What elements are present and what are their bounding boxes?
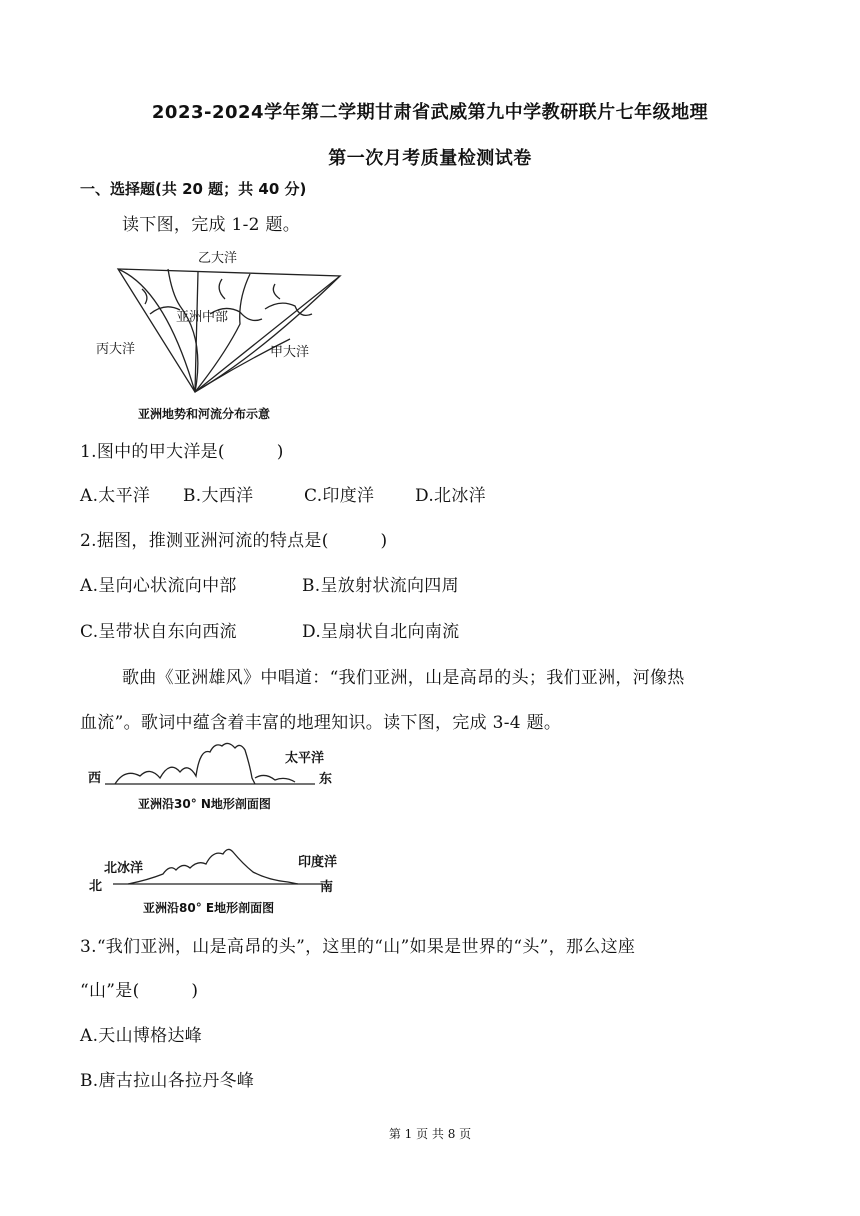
q1-option-b: B.大西洋 [183,486,254,506]
question-2-stem: 2.据图，推测亚洲河流的特点是( ) [80,531,388,551]
question-1-stem: 1.图中的甲大洋是( ) [80,442,284,462]
q2-option-c: C.呈带状自东向西流 [80,622,237,642]
q1-option-c: C.印度洋 [304,486,375,506]
intro-text-2-line2: 血流”。歌词中蕴含着丰富的地理知识。读下图，完成 3-4 题。 [80,713,562,733]
ocean-label-indian: 印度洋 [298,855,338,870]
direction-north: 北 [89,879,103,894]
q2-option-a: A.呈向心状流向中部 [80,576,237,596]
ocean-label-bing: 丙大洋 [96,342,136,357]
intro-text-2-line1: 歌曲《亚洲雄风》中唱道：“我们亚洲，山是高昂的头；我们亚洲，河像热 [122,668,685,688]
asia-terrain-rivers-figure [90,244,350,424]
figure3-caption: 亚洲沿80° E地形剖面图 [143,901,275,915]
q2-option-b: B.呈放射状流向四周 [302,576,459,596]
page-footer: 第 1 页 共 8 页 [388,1127,472,1141]
q3-option-a: A.天山博格达峰 [80,1026,203,1046]
q2-option-d: D.呈扇状自北向南流 [302,622,460,642]
ocean-label-yi: 乙大洋 [198,251,238,266]
intro-text-1: 读下图，完成 1-2 题。 [122,215,301,235]
ocean-label-jia: 甲大洋 [270,345,310,360]
ocean-label-arctic: 北冰洋 [104,861,144,876]
section-heading: 一、选择题(共 20 题；共 40 分) [80,180,307,198]
q1-option-d: D.北冰洋 [415,486,486,506]
question-3-stem-line2: “山”是( ) [80,981,199,1001]
ocean-label-pacific: 太平洋 [285,751,325,766]
direction-east: 东 [319,772,333,787]
direction-south: 南 [320,880,334,895]
center-label: 亚洲中部 [176,310,229,325]
direction-west: 西 [88,771,102,786]
page-subtitle: 第一次月考质量检测试卷 [328,148,532,169]
figure2-caption: 亚洲沿30° N地形剖面图 [138,797,271,811]
q1-option-a: A.太平洋 [80,486,151,506]
q3-option-b: B.唐古拉山各拉丹冬峰 [80,1071,255,1091]
page-title: 2023-2024学年第二学期甘肃省武威第九中学教研联片七年级地理 [151,102,709,123]
question-3-stem-line1: 3.“我们亚洲，山是高昂的头”，这里的“山”如果是世界的“头”，那么这座 [80,937,636,957]
figure1-caption: 亚洲地势和河流分布示意 [138,407,271,421]
